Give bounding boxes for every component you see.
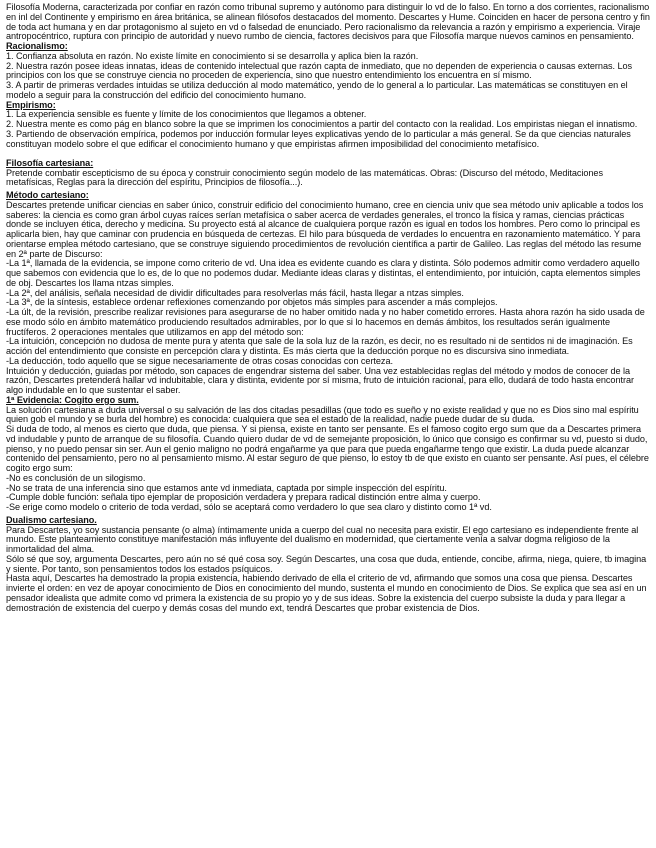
paragraph: 2. Nuestra razón posee ideas innatas, ideas de contenido intelectual que razón capta de inmediato, que no dependen de experiencia o causas externas. Los principios con los que se construye ciencia no proceden de experiencia, sino que nuestro entendimiento los encuentra en sí mismo. (6, 60, 633, 81)
paragraph: Pretende combatir escepticismo de su época y construir conocimiento según modelo de las matemáticas. Obras: (Discurso del método, Meditaciones metafísicas, Reglas para la dirección del espíritu, Principios de filosofía...). (6, 167, 603, 188)
paragraph: Hasta aquí, Descartes ha demostrado la propia existencia, habiendo derivado de ella el criterio de vd, afirmando que somos una cosa que piensa. Descartes invierte el orden: en vez de apoyar conocimiento de Dios en conocimiento del mundo, sustenta el mundo en conocimiento de Dios. Se explica que sea así en un pensador idealista que admite como vd primera la existencia de su propio yo y de sus ideas. Sobre la existencia del cuerpo subsiste la duda y para llegar a demostración de existencia del cuerpo y demás cosas del mundo ext, tendrá Descartes que probar existencia de Dios. (6, 573, 647, 613)
section-heading: Empirismo: (6, 99, 56, 110)
paragraph: -La 3ª, de la síntesis, establece ordenar reflexiones comenzando por objetos más simples para ascender a más complejos. (6, 297, 498, 308)
paragraph: -La deducción, todo aquello que se sigue necesariamente de otras cosas conocidas con certeza. (6, 355, 393, 366)
paragraph: Intuición y deducción, guiadas por método, son capaces de engendrar sistema del saber. Una vez establecidas reglas del método y modos de conocer de la razón, Descartes pretenderá hallar vd indubitable, clara y distinta, evidente por sí misma, fruto de intuición racional, para ello, dudará de todo hasta encontrar algo indudable en lo que sustentar el saber. (6, 365, 634, 396)
paragraph: -No se trata de una inferencia sino que estamos ante vd inmediata, captada por simple inspección del espíritu. (6, 482, 447, 493)
paragraph: -Se erige como modelo o criterio de toda verdad, sólo se aceptará como verdadero lo que sea claro y distinto como 1ª vd. (6, 502, 492, 513)
paragraph: Sólo sé que soy, argumenta Descartes, pero aún no sé qué cosa soy. Según Descartes, una cosa que duda, entiende, concibe, afirma, niega, quiere, tb imagina y siente. Por tanto, son pensamientos todos los estados psíquicos. (6, 553, 647, 574)
paragraph: -La intuición, concepción no dudosa de mente pura y atenta que sale de la sola luz de la razón, es decir, no es resultado ni de sentidos ni de imaginación. Es acción del entendimiento que consiste en percepción clara y distinta. Es más cierta que la deducción porque no es discursiva sino inmediata. (6, 336, 633, 357)
paragraph: Para Descartes, yo soy sustancia pensante (o alma) íntimamente unida a cuerpo del cual no necesita para existir. El ego cartesiano es independiente frente al mundo. Este planteamiento constituye manifestación más influyente del dualismo en modernidad, que ciertamente venía a salvar dogma religioso de la inmortalidad del alma. (6, 524, 639, 555)
paragraph: Filosofía Moderna, caracterizada por confiar en razón como tribunal supremo y autónomo para distinguir lo vd de lo falso. En torno a dos corrientes, racionalismo en inl del Continente y empirismo en área británica, se alinean filósofos destacados del momento. Descartes y Hume. Coinciden en hacer de persona centro y fin de toda act humana y en dar protagonismo al sujeto en vd o falsedad de enunciado. Pero racionalismo da relevancia a razón y empirismo a experiencia. Viraje antropocéntrico, ruptura con principio de autoridad y nuevo rumbo de ciencia, factores decisivos para que Filosofía marque nuevos caminos en pensamiento. (6, 2, 650, 42)
paragraph: Si duda de todo, al menos es cierto que duda, que piensa. Y si piensa, existe en tanto ser pensante. Es el famoso cogito ergo sum que da a Descartes primera vd indudable y punto de arranque de su filosofía. Cuando quiero dudar de vd de semejante proposición, lo único que consigo es confirmar su vd, puesto si dudo, pienso, y no puedo pensar sin ser. Aun el genio maligno no podrá engañarme ya que para que pueda engañarme tengo que existir. La duda puede alcanzar contenido del pensamiento, pero no al pensamiento mismo. Al estar seguro de que pienso, lo estoy tb de que existo en cuanto ser pensante. Así pues, el célebre cogito ergo sum: (6, 424, 649, 474)
section-heading: Filosofía cartesiana: (6, 157, 94, 168)
paragraph: 2. Nuestra mente es como pág en blanco sobre la que se imprimen los conocimientos a partir del contacto con la realidad. Los empiristas niegan el innatismo. (6, 119, 638, 129)
paragraph: -No es conclusión de un silogismo. (6, 472, 146, 483)
paragraph-spacer (6, 149, 650, 159)
section-heading: 1ª Evidencia: Cogito ergo sum. (6, 394, 139, 405)
paragraph: La solución cartesiana a duda universal o su salvación de las dos citadas pesadillas (que todo es sueño y no existe realidad y que no es Dios sino mal espíritu quien gob el mundo y se burla del hombre) es conocida: cualquiera que sea el estado de la realidad, nadie puede dudar de su duda. (6, 404, 639, 425)
paragraph: -La 2ª, del análisis, señala necesidad de dividir dificultades para resolverlas más fácil, hasta llegar a ntzas simples. (6, 287, 464, 298)
paragraph: -Cumple doble función: señala tipo ejemplar de proposición verdadera y prepara radical distinción entre alma y cuerpo. (6, 492, 481, 503)
paragraph: 1. Confianza absoluta en razón. No existe límite en conocimiento si se desarrolla y aplica bien la razón. (6, 50, 419, 61)
paragraph: Descartes pretende unificar ciencias en saber único, construir edificio del conocimiento humano, cree en ciencia univ que sea método univ aplicable a todos los saberes: la ciencia es como gran árbol cuyas raíces serían metafísica o saber acerca de verdades generales, el tronco la física y ramas, ciencias prácticas donde se incluyen ética, derecho y medicina. Su proyecto está al alcance de cualquiera porque razón es igual en todos los hombres. Pero como lo principal es aplicarla bien, hay que caminar con prudencia en búsqueda de certezas. El hilo para búsqueda de verdades lo encuentra en razonamiento matemático. Y para orientarse emplea método cartesiano, que se construye siguiendo procedimientos de revolución científica a partir de Galileo. Las reglas del método las resume en 2ª parte de Discurso: (6, 199, 644, 259)
paragraph: 3. Partiendo de observación empírica, podemos por inducción formular leyes explicativas yendo de lo particular a más general. Se da que ciencias naturales constituyan modelo sobre el que edificar el conocimiento humano y que empiristas afirmen imposibilidad del conocimiento metafísico. (6, 128, 631, 149)
section-heading: Dualismo cartesiano. (6, 514, 97, 525)
paragraph: -La 1ª, llamada de la evidencia, se impone como criterio de vd. Una idea es evidente cuando es clara y distinta. Sólo podemos admitir como verdadero aquello que sabemos con evidencia que lo es, de lo que no podemos dudar. Mediante ideas claras y distintas, el entendimiento, por intuición, capta elementos simples de obj. Descartes los llama ntzas simples. (6, 258, 641, 288)
paragraph: 3. A partir de primeras verdades intuidas se utiliza deducción al modo matemático, yendo de lo general a lo particular. Las matemáticas se constituyen en el modelo a seguir para la construcción del edificio del conocimiento humano. (6, 80, 628, 100)
section-heading: Racionalismo: (6, 41, 68, 51)
section-heading: Método cartesiano: (6, 190, 89, 201)
paragraph: 1. La experiencia sensible es fuente y límite de los conocimientos que llegamos a obtener. (6, 109, 367, 120)
paragraph: -La últ, de la revisión, prescribe realizar revisiones para asegurarse de no haber omitido nada y no haber cometido errores. Hasta ahora razón ha sido usada de ese modo sólo en ámbito matemático produciendo resultados admirables, por lo que si lo hacemos en demás ámbitos, los resultados serán igualmente fructíferos. 2 operaciones mentales que utilizamos en app del método son: (6, 307, 645, 337)
